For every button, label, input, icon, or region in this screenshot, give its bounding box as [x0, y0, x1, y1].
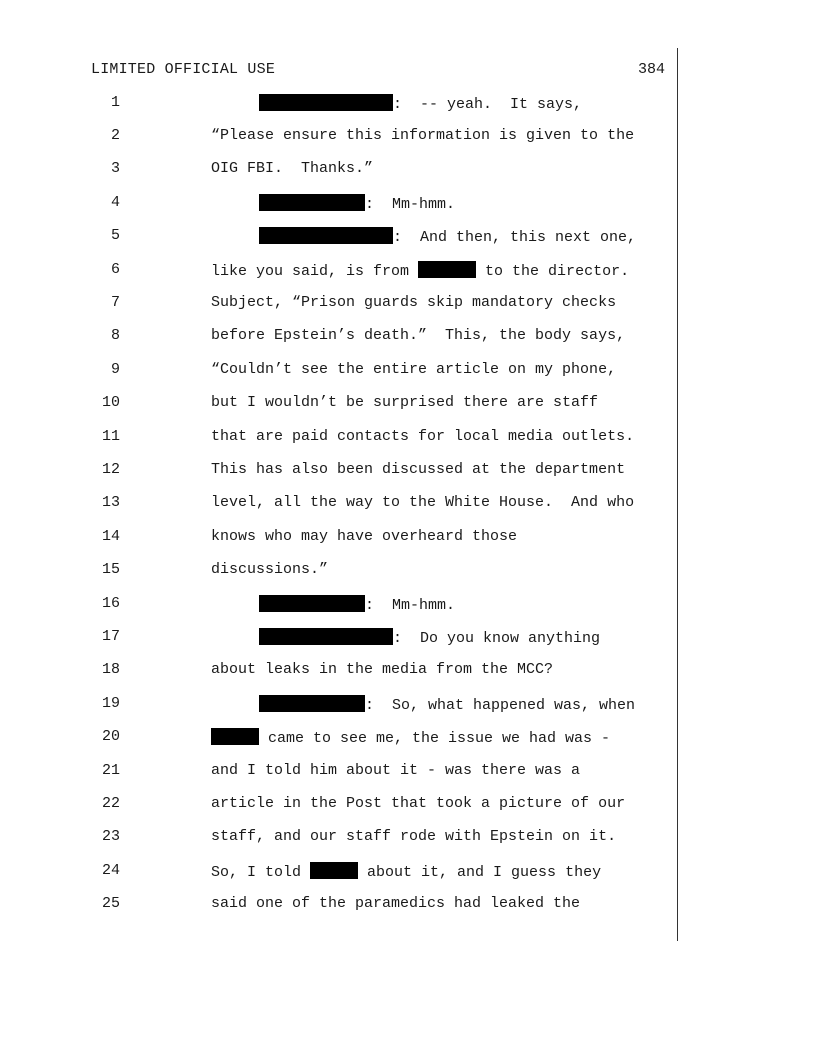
line-text-segment: “Couldn’t see the entire article on my phone,	[211, 360, 617, 378]
transcript-line	[0, 628, 816, 652]
line-number: 24	[101, 861, 120, 879]
redaction-block	[259, 94, 393, 111]
line-text	[211, 294, 616, 311]
line-text-segment: This has also been discussed at the department	[211, 460, 626, 478]
line-text	[211, 762, 580, 779]
line-number: 5	[110, 227, 120, 245]
redaction-block	[310, 862, 358, 879]
line-text-segment: staff, and our staff rode with Epstein on it.	[211, 828, 617, 846]
line-number: 6	[110, 260, 120, 278]
line-number: 11	[101, 427, 120, 445]
line-text-segment: “Please ensure this information is given to the	[211, 126, 635, 144]
redaction-block	[259, 227, 393, 244]
line-number: 4	[110, 193, 120, 211]
line-number: 22	[101, 794, 120, 812]
line-text	[259, 628, 600, 647]
line-text-segment: : Mm-hmm.	[365, 195, 456, 213]
transcript-line	[0, 261, 816, 285]
line-text-segment: came to see me, the issue we had was -	[259, 730, 611, 748]
transcript-line	[0, 528, 816, 552]
transcript-line	[0, 661, 816, 685]
line-number: 7	[110, 293, 120, 311]
transcript-line	[0, 94, 816, 118]
line-text	[211, 528, 517, 545]
redaction-block	[259, 628, 393, 645]
transcript-line	[0, 728, 816, 752]
line-text-segment: discussions.”	[211, 561, 329, 579]
line-text	[211, 862, 601, 881]
transcript-line	[0, 327, 816, 351]
transcript-line	[0, 595, 816, 619]
line-text-segment: article in the Post that took a picture of our	[211, 794, 626, 812]
transcript-line	[0, 561, 816, 585]
line-text-segment: said one of the paramedics had leaked the	[211, 895, 581, 913]
page-number: 384	[638, 61, 666, 78]
line-text	[259, 695, 635, 714]
line-text-segment: before Epstein’s death.” This, the body says,	[211, 327, 626, 345]
line-text	[211, 661, 553, 678]
line-text-segment: about leaks in the media from the MCC?	[211, 661, 554, 679]
line-number: 19	[101, 694, 120, 712]
transcript-line	[0, 895, 816, 919]
line-text-segment: and I told him about it - was there was a	[211, 761, 581, 779]
line-number: 20	[101, 728, 120, 746]
line-text	[211, 127, 634, 144]
line-text	[211, 160, 373, 177]
transcript-line	[0, 160, 816, 184]
transcript-line	[0, 361, 816, 385]
line-text	[259, 194, 455, 213]
line-number: 17	[101, 627, 120, 645]
line-text	[211, 828, 616, 845]
transcript-line	[0, 862, 816, 886]
line-number: 23	[101, 828, 120, 846]
line-number: 9	[110, 360, 120, 378]
line-text	[211, 361, 616, 378]
transcript-line	[0, 194, 816, 218]
line-text	[211, 895, 580, 912]
transcript-line	[0, 795, 816, 819]
line-number: 10	[101, 394, 120, 412]
line-text	[259, 595, 455, 614]
line-text	[259, 94, 582, 113]
transcript-line	[0, 127, 816, 151]
page-header-label: LIMITED OFFICIAL USE	[91, 61, 276, 78]
redaction-block	[259, 695, 365, 712]
line-text	[259, 227, 636, 246]
line-text-segment: about it, and I guess they	[358, 863, 602, 881]
line-text-segment: Subject, “Prison guards skip mandatory checks	[211, 293, 617, 311]
line-text	[211, 561, 328, 578]
line-text-segment: OIG FBI. Thanks.”	[211, 160, 374, 178]
line-text	[211, 394, 598, 411]
line-number: 12	[101, 460, 120, 478]
transcript-line	[0, 227, 816, 251]
line-text-segment: : And then, this next one,	[393, 229, 637, 247]
line-text-segment: knows who may have overheard those	[211, 527, 518, 545]
transcript-line	[0, 461, 816, 485]
line-text	[211, 795, 625, 812]
line-text-segment: So, I told	[211, 863, 311, 881]
line-text	[211, 494, 634, 511]
redaction-block	[418, 261, 476, 278]
line-text-segment: : -- yeah. It says,	[393, 95, 583, 113]
line-text-segment: but I wouldn’t be surprised there are staff	[211, 394, 599, 412]
transcript-line	[0, 394, 816, 418]
line-text	[211, 261, 629, 280]
transcript-line	[0, 695, 816, 719]
line-text	[211, 461, 625, 478]
transcript-line	[0, 428, 816, 452]
line-text-segment: : So, what happened was, when	[365, 696, 636, 714]
line-text	[211, 728, 610, 747]
transcript-line	[0, 762, 816, 786]
line-number: 3	[110, 160, 120, 178]
redaction-block	[211, 728, 259, 745]
line-number: 21	[101, 761, 120, 779]
line-number: 13	[101, 494, 120, 512]
line-number: 14	[101, 527, 120, 545]
line-number: 2	[110, 126, 120, 144]
line-number: 8	[110, 327, 120, 345]
line-text-segment: that are paid contacts for local media outlets.	[211, 427, 635, 445]
line-text-segment: : Mm-hmm.	[365, 596, 456, 614]
line-number: 18	[101, 661, 120, 679]
line-number: 16	[101, 594, 120, 612]
line-number: 25	[101, 895, 120, 913]
transcript-line	[0, 494, 816, 518]
line-number: 15	[101, 561, 120, 579]
line-text	[211, 327, 625, 344]
line-text	[211, 428, 634, 445]
line-number: 1	[110, 93, 120, 111]
line-text-segment: like you said, is from	[211, 262, 419, 280]
line-text-segment: to the director.	[476, 262, 630, 280]
line-text-segment: : Do you know anything	[393, 629, 601, 647]
transcript-line	[0, 828, 816, 852]
transcript-line	[0, 294, 816, 318]
redaction-block	[259, 595, 365, 612]
line-text-segment: level, all the way to the White House. And who	[211, 494, 635, 512]
redaction-block	[259, 194, 365, 211]
